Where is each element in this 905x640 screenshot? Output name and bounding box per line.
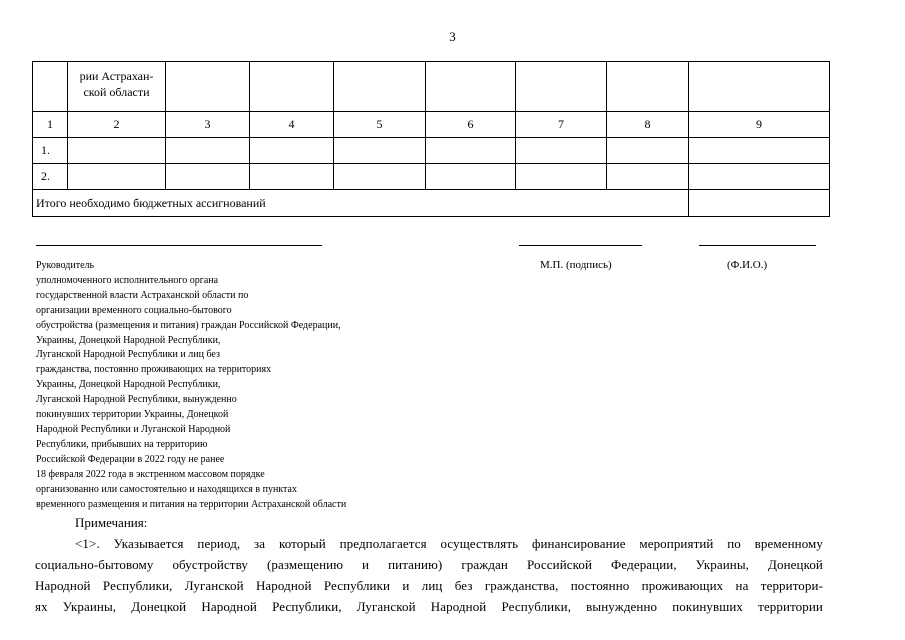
head-title-line: Российской Федерации в 2022 году не ранее [36,453,225,465]
total-value-cell [689,190,830,217]
column-number: 4 [250,112,334,138]
head-title-line: Украины, Донецкой Народной Республики, [36,334,221,346]
head-title-line: временного размещения и питания на территории Астраханской области [36,498,347,510]
stamp-signature-line [519,245,642,246]
head-signature-line [36,245,322,246]
column-number: 2 [68,112,166,138]
head-title-line: уполномоченного исполнительного органа [36,274,219,286]
table-row [33,138,830,164]
note-line: социально-бытовому обустройству (размещению и питанию) граждан Российской Федерации, Украины, Донецкой [35,557,823,572]
head-title-block [36,259,476,512]
budget-table [32,61,830,217]
column-number: 5 [334,112,426,138]
head-title-line: Руководитель [36,260,95,271]
head-title-line: Украины, Донецкой Народной Республики, [36,379,221,391]
page-number: 3 [449,29,456,44]
continued-header-cell [68,62,166,112]
total-label: Итого необходимо бюджетных ассигнований [33,190,689,217]
notes-section [35,512,823,617]
column-number: 7 [516,112,607,138]
note-line: Народной Республики, Луганской Народной Республики и лиц без гражданства, постоянно проживающих на территори- [35,578,823,593]
column-number-row [33,112,830,138]
notes-title: Примечания: [75,515,148,530]
head-title-line: государственной власти Астраханской области по [36,289,249,301]
head-title-line: 18 февраля 2022 года в экстренном массовом порядке [36,468,265,480]
total-row [33,190,830,217]
column-number: 3 [166,112,250,138]
table-row [33,164,830,190]
continued-header-line: рии Астрахан- [79,69,154,83]
column-number: 8 [607,112,689,138]
head-title-line: Республики, прибывших на территорию [36,438,208,450]
head-title-line: Народной Республики и Луганской Народной [36,423,231,435]
head-title-line: покинувших территории Украины, Донецкой [36,409,229,421]
head-title-line: организованно или самостоятельно и находящихся в пунктах [36,483,297,495]
head-title-line: обустройства (размещения и питания) граждан Российской Федерации, [36,319,341,331]
head-title-line: Луганской Народной Республики, вынужденно [36,394,237,406]
column-number: 1 [33,112,68,138]
note-line: <1>. Указывается период, за который предполагается осуществлять финансирование мероприятий по временному [75,536,823,551]
head-title-line: гражданства, постоянно проживающих на территориях [36,364,272,376]
head-title-line: Луганской Народной Республики и лиц без [36,349,220,361]
column-number: 6 [426,112,516,138]
table-continuation-row [33,62,830,112]
continued-header-line: ской области [83,85,150,99]
head-title-line: организации временного социально-бытового [36,304,232,316]
row-index: 2. [33,164,68,190]
stamp-signature-label: М.П. (подпись) [540,259,612,271]
row-index: 1. [33,138,68,164]
note-line: ях Украины, Донецкой Народной Республики, Луганской Народной Республики, вынужденно покинувших территории [35,599,823,614]
column-number: 9 [689,112,830,138]
name-signature-line [699,245,816,246]
name-label: (Ф.И.О.) [727,259,768,271]
